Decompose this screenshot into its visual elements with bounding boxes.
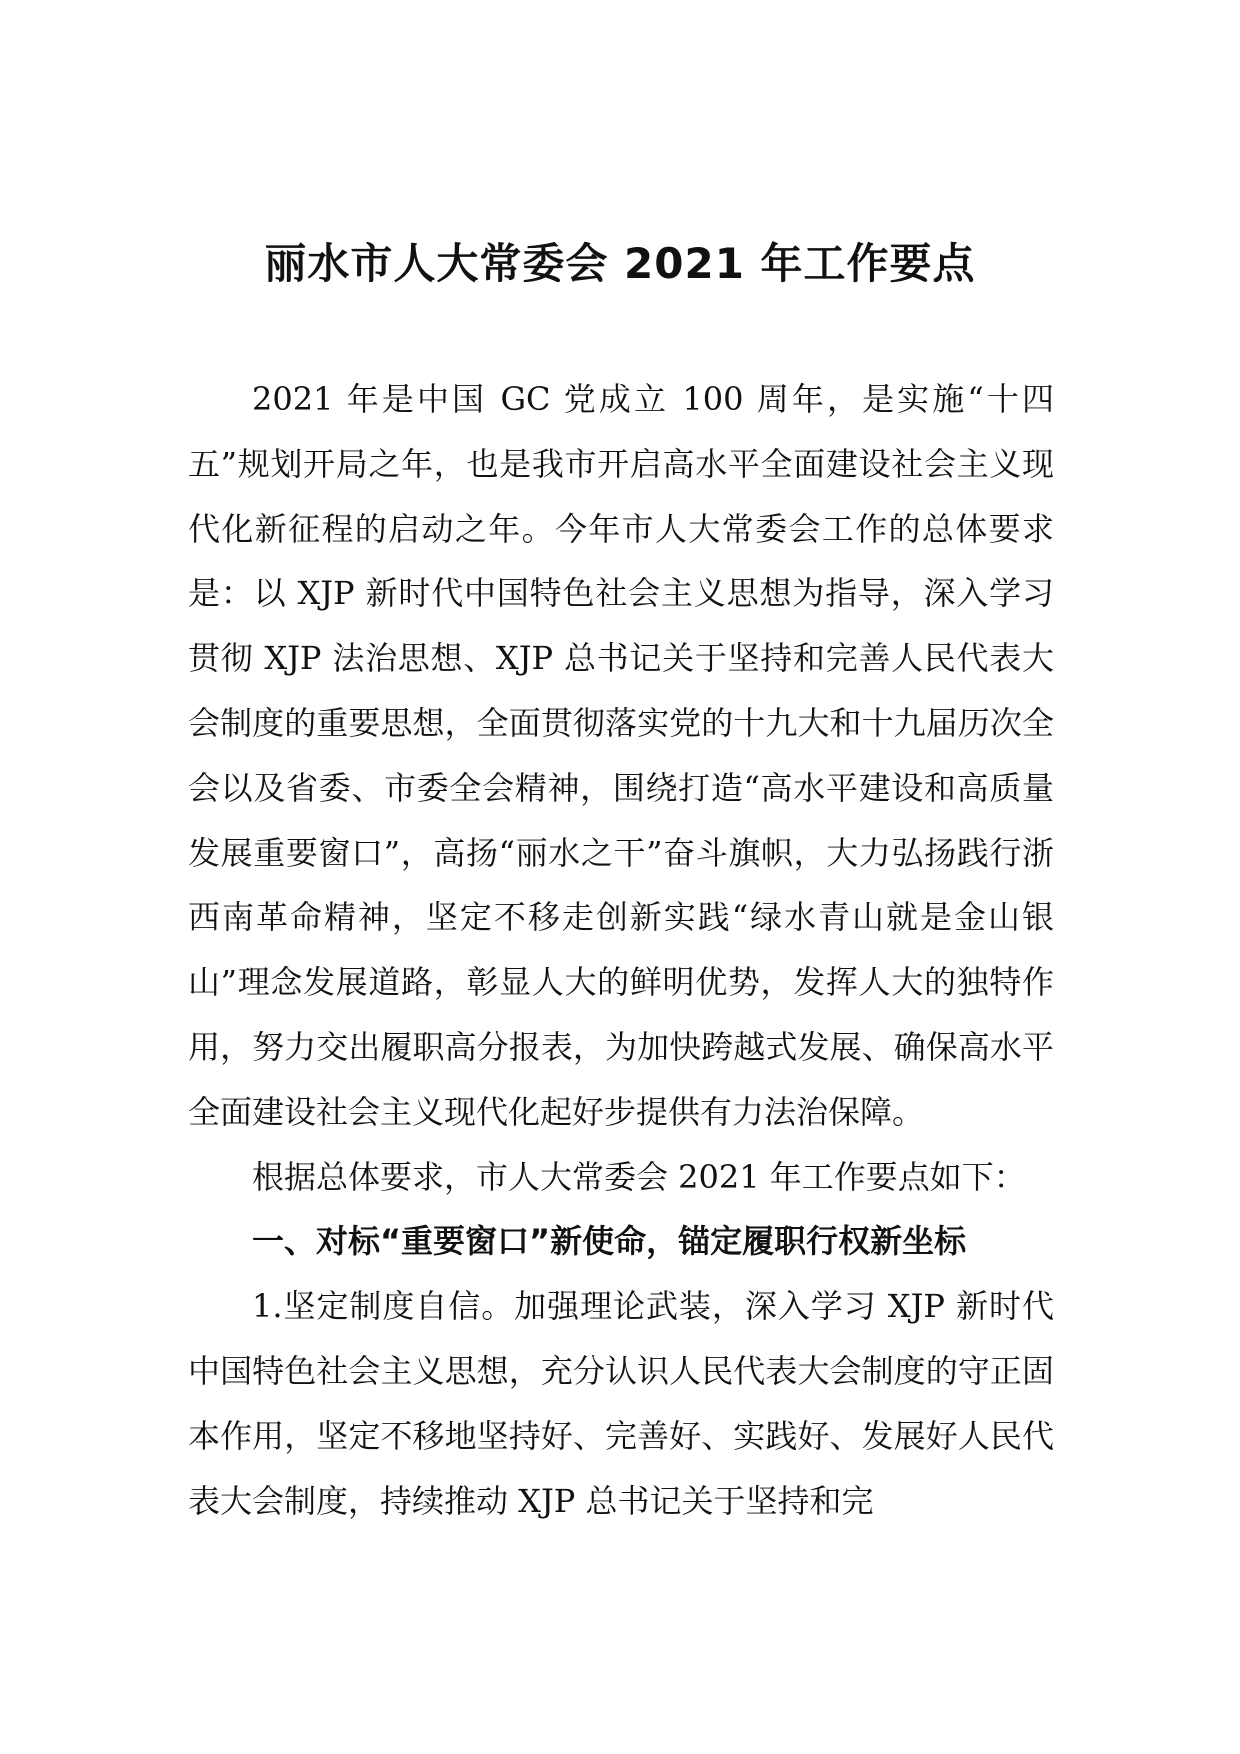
document-body [188,367,1054,1533]
document-title: 丽水市人大常委会 2021 年工作要点 [264,239,976,288]
intro-paragraph: 2021 年是中国 GC 党成立 100 周年，是实施“十四五”规划开局之年，也是我市开启高水平全面建设社会主义现代化新征程的启动之年。今年市人大常委会工作的总体要求是：以 XJP 新时代中国特色社会主义思想为指导，深入学习贯彻 XJP 法治思想、XJP 总书记关于坚持和完善人民代表大会制度的重要思想，全面贯彻落实党的十九大和十九届历次全会以及省委、市委全会精神，围绕打造“高水平建设和高质量发展重要窗口”，高扬“丽水之干”奋斗旗帜，大力弘扬践行浙西南革命精神，坚定不移走创新实践“绿水青山就是金山银山”理念发展道路，彰显人大的鲜明优势，发挥人大的独特作用，努力交出履职高分报表，为加快跨越式发展、确保高水平全面建设社会主义现代化起好步提供有力法治保障。 [188,380,1054,1131]
list-item-1: 1.坚定制度自信。加强理论武装，深入学习 XJP 新时代中国特色社会主义思想，充分认识人民代表大会制度的守正固本作用，坚定不移地坚持好、完善好、实践好、发展好人民代表大会制度，持续推动 XJP 总书记关于坚持和完 [188,1287,1054,1520]
summary-paragraph: 根据总体要求，市人大常委会 2021 年工作要点如下： [252,1157,1026,1196]
section-heading: 一、对标“重要窗口”新使命，锚定履职行权新坐标 [252,1222,967,1261]
